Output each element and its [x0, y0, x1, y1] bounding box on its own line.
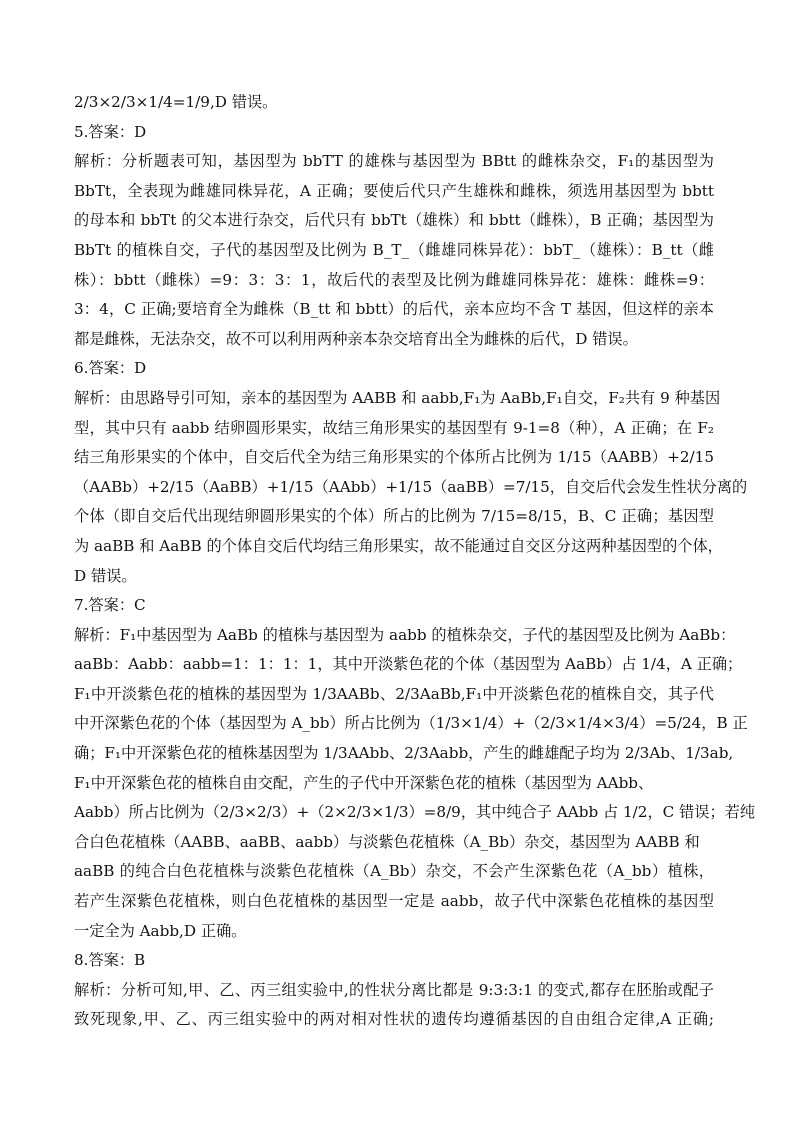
text-line: F₁中开淡紫色花的植株的基因型为 1/3AABb、2/3AaBb,F₁中开淡紫色花的植株自交，其子代	[74, 684, 714, 703]
text-line: 为 aaBB 和 AaBB 的个体自交后代均结三角形果实，故不能通过自交区分这两种基因型的个体，	[74, 536, 723, 555]
text-line: （AABb）+2/15（AaBB）+1/15（AAbb）+1/15（aaBB）=7/15，自交后代会发生性状分离的	[74, 477, 748, 496]
text-line: 确；F₁中开深紫色花的植株基因型为 1/3AAbb、2/3Aabb，产生的雌雄配子均为 2/3Ab、1/3ab,	[74, 744, 734, 763]
text-line: 株）：bbtt（雌株）=9：3：3：1，故后代的表型及比例为雌雄同株异花：雄株：雌株=9：	[74, 270, 714, 289]
text-line: 2/3×2/3×1/4=1/9,D 错误。	[74, 93, 278, 111]
text-line: BbTt，全表现为雌雄同株异花，A 正确；要使后代只产生雄株和雌株，须选用基因型为 bbtt	[74, 181, 714, 200]
text-line: aaBB 的纯合白色花植株与淡紫色花植株（A_Bb）杂交，不会产生深紫色花（A_bb）植株，	[74, 862, 714, 881]
text-line: 的母本和 bbTt 的父本进行杂交，后代只有 bbTt（雄株）和 bbtt（雌株），B 正确；基因型为	[74, 211, 714, 230]
answer-heading-7: 7.答案：C	[74, 596, 146, 615]
text-line: BbTt 的植株自交，子代的基因型及比例为 B_T_（雌雄同株异花）：bbT_（雄株）：B_tt（雌	[74, 240, 714, 259]
text-line: 中开深紫色花的个体（基因型为 A_bb）所占比例为（1/3×1/4）+（2/3×1/4×3/4）=5/24，B 正	[74, 714, 748, 733]
text-line: 合白色花植株（AABB、aaBB、aabb）与淡紫色花植株（A_Bb）杂交，基因型为 AABB 和	[74, 832, 700, 851]
text-line: 致死现象,甲、乙、丙三组实验中的两对相对性状的遗传均遵循基因的自由组合定律,A 正确;	[74, 1010, 714, 1029]
text-line: 都是雌株，无法杂交，故不可以利用两种亲本杂交培育出全为雌株的后代，D 错误。	[74, 329, 638, 348]
text-line: 解析：由思路导引可知，亲本的基因型为 AABB 和 aabb,F₁为 AaBb,F₁自交，F₂共有 9 种基因	[74, 388, 721, 407]
text-line: 一定全为 Aabb,D 正确。	[74, 921, 247, 940]
document-page	[74, 88, 756, 1035]
text-line: 解析：F₁中基因型为 AaBb 的植株与基因型为 aabb 的植株杂交，子代的基因型及比例为 AaBb：	[74, 625, 736, 644]
text-line: 解析：分析题表可知，基因型为 bbTT 的雄株与基因型为 BBtt 的雌株杂交，F₁的基因型为	[74, 152, 714, 171]
text-line: 型，其中只有 aabb 结卵圆形果实，故结三角形果实的基因型有 9-1=8（种），A 正确；在 F₂	[74, 418, 714, 437]
text-line: 3：4，C 正确;要培育全为雌株（B_tt 和 bbtt）的后代，亲本应均不含 T 基因，但这样的亲本	[74, 300, 714, 319]
text-line: 若产生深紫色花植株，则白色花植株的基因型一定是 aabb，故子代中深紫色花植株的基因型	[74, 892, 714, 911]
text-line: aaBb：Aabb：aabb=1：1：1：1，其中开淡紫色花的个体（基因型为 AaBb）占 1/4，A 正确；	[74, 655, 743, 674]
text-line: D 错误。	[74, 566, 137, 585]
text-line: Aabb）所占比例为（2/3×2/3）+（2×2/3×1/3）=8/9，其中纯合子 AAbb 占 1/2，C 错误；若纯	[74, 803, 756, 822]
text-line: 个体（即自交后代出现结卵圆形果实的个体）所占的比例为 7/15=8/15，B、C 正确；基因型	[74, 507, 714, 526]
answer-heading-8: 8.答案：B	[74, 951, 146, 970]
text-line: 结三角形果实的个体中，自交后代全为结三角形果实的个体所占比例为 1/15（AABB）+2/15	[74, 448, 714, 467]
text-line: F₁中开深紫色花的植株自由交配，产生的子代中开深紫色花的植株（基因型为 AAbb、	[74, 773, 654, 792]
answer-heading-6: 6.答案：D	[74, 359, 147, 378]
text-line: 解析：分析可知,甲、乙、丙三组实验中,的性状分离比都是 9:3:3:1 的变式,都存在胚胎或配子	[74, 980, 714, 999]
answer-heading-5: 5.答案：D	[74, 122, 147, 141]
